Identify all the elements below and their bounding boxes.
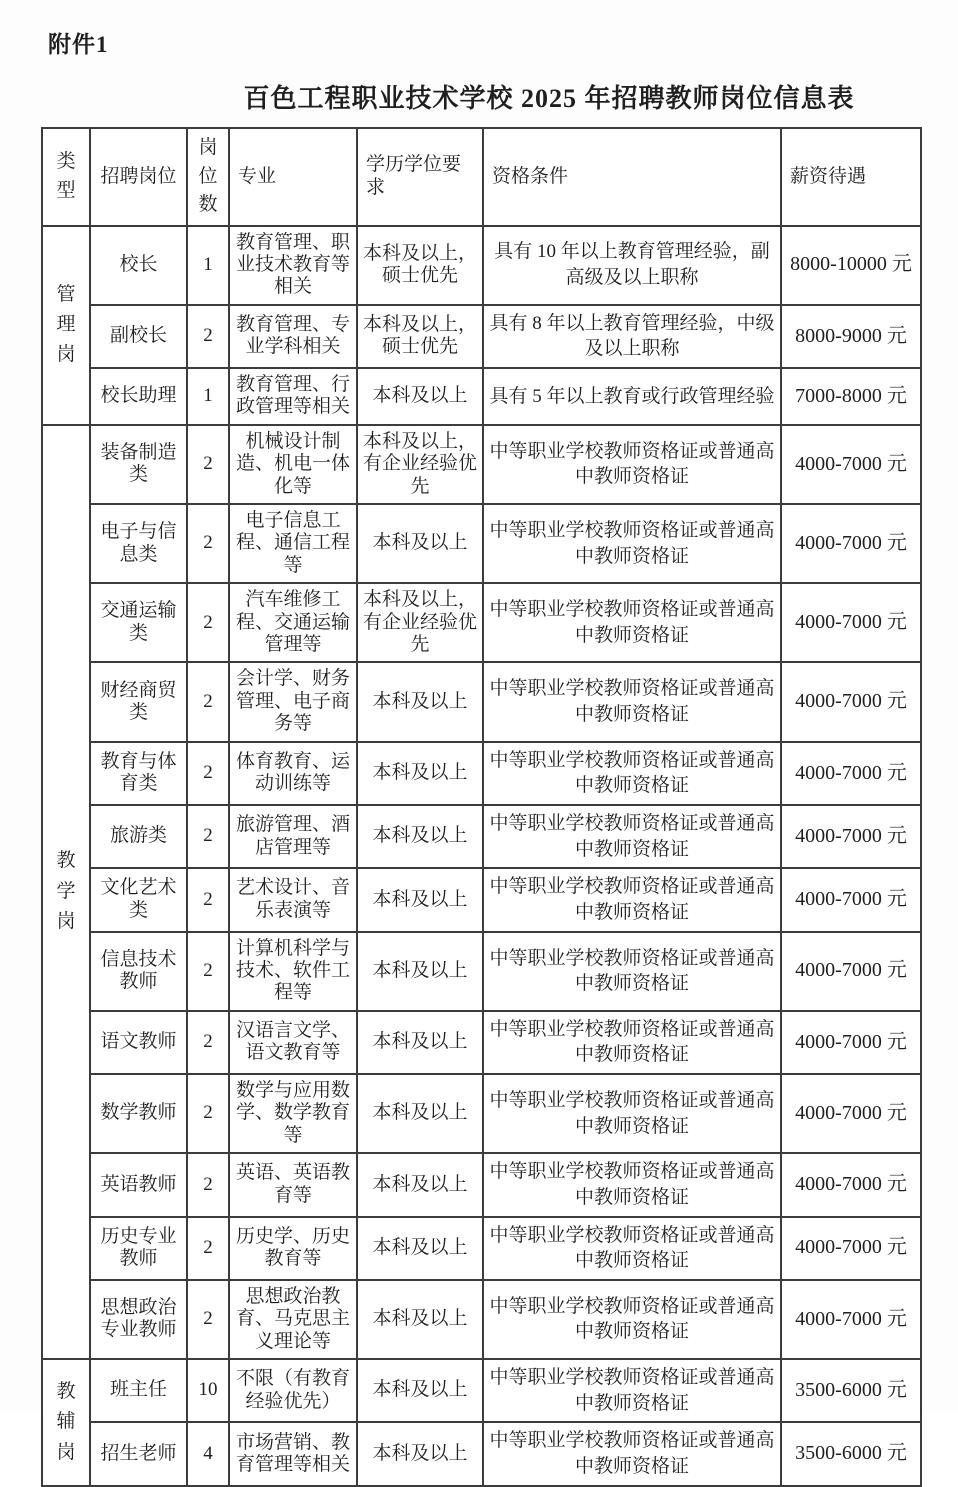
cell-position: 校长 bbox=[90, 226, 187, 305]
cell-qualification: 中等职业学校教师资格证或普通高中教师资格证 bbox=[483, 1011, 781, 1074]
cell-major: 会计学、财务管理、电子商务等 bbox=[229, 662, 357, 741]
header-major: 专业 bbox=[229, 128, 357, 226]
job-table bbox=[41, 127, 922, 1487]
cell-major: 旅游管理、酒店管理等 bbox=[229, 805, 357, 868]
table-row bbox=[42, 1153, 921, 1216]
cell-major: 历史学、历史教育等 bbox=[229, 1217, 357, 1280]
cell-count: 2 bbox=[187, 305, 229, 368]
cell-major: 英语、英语教育等 bbox=[229, 1153, 357, 1216]
cell-qualification: 中等职业学校教师资格证或普通高中教师资格证 bbox=[483, 1153, 781, 1216]
cell-education: 本科及以上 bbox=[357, 1280, 483, 1359]
cell-education: 本科及以上，硕士优先 bbox=[357, 305, 483, 368]
table-row bbox=[42, 226, 921, 305]
cell-salary: 3500-6000 元 bbox=[781, 1422, 921, 1485]
cell-education: 本科及以上 bbox=[357, 742, 483, 805]
cell-position: 信息技术教师 bbox=[90, 932, 187, 1011]
cell-salary: 4000-7000 元 bbox=[781, 662, 921, 741]
table-body bbox=[42, 226, 921, 1486]
cell-salary: 4000-7000 元 bbox=[781, 805, 921, 868]
table-row bbox=[42, 504, 921, 583]
cell-count: 10 bbox=[187, 1359, 229, 1422]
cell-major: 电子信息工程、通信工程等 bbox=[229, 504, 357, 583]
cell-position: 教育与体育类 bbox=[90, 742, 187, 805]
cell-count: 2 bbox=[187, 662, 229, 741]
category-cell bbox=[42, 1359, 90, 1486]
page-title: 百色工程职业技术学校 2025 年招聘教师岗位信息表 bbox=[243, 84, 855, 113]
cell-position: 财经商贸类 bbox=[90, 662, 187, 741]
table-row bbox=[42, 742, 921, 805]
cell-count: 2 bbox=[187, 1280, 229, 1359]
cell-major: 艺术设计、音乐表演等 bbox=[229, 868, 357, 931]
cell-education: 本科及以上 bbox=[357, 1422, 483, 1485]
cell-qualification: 具有 8 年以上教育管理经验，中级及以上职称 bbox=[483, 305, 781, 368]
cell-count: 2 bbox=[187, 1217, 229, 1280]
cell-qualification: 中等职业学校教师资格证或普通高中教师资格证 bbox=[483, 742, 781, 805]
cell-position: 文化艺术类 bbox=[90, 868, 187, 931]
cell-salary: 4000-7000 元 bbox=[781, 1011, 921, 1074]
cell-education: 本科及以上 bbox=[357, 1153, 483, 1216]
category-cell bbox=[42, 226, 90, 425]
cell-major: 机械设计制造、机电一体化等 bbox=[229, 425, 357, 504]
header-qualification: 资格条件 bbox=[483, 128, 781, 226]
category-label: 教辅岗 bbox=[56, 1380, 76, 1463]
table-header-row bbox=[42, 128, 921, 226]
cell-position: 语文教师 bbox=[90, 1011, 187, 1074]
cell-education: 本科及以上 bbox=[357, 932, 483, 1011]
header-type-label: 类型 bbox=[56, 151, 76, 201]
table-row bbox=[42, 425, 921, 504]
cell-position: 班主任 bbox=[90, 1359, 187, 1422]
cell-salary: 4000-7000 元 bbox=[781, 742, 921, 805]
cell-salary: 4000-7000 元 bbox=[781, 932, 921, 1011]
header-count-label: 岗位数 bbox=[198, 137, 218, 215]
cell-salary: 4000-7000 元 bbox=[781, 583, 921, 662]
cell-education: 本科及以上 bbox=[357, 1074, 483, 1153]
table-row bbox=[42, 662, 921, 741]
header-salary: 薪资待遇 bbox=[781, 128, 921, 226]
cell-count: 1 bbox=[187, 226, 229, 305]
cell-education: 本科及以上，有企业经验优先 bbox=[357, 425, 483, 504]
table-row bbox=[42, 805, 921, 868]
cell-position: 数学教师 bbox=[90, 1074, 187, 1153]
category-label: 教学岗 bbox=[56, 850, 76, 933]
cell-qualification: 中等职业学校教师资格证或普通高中教师资格证 bbox=[483, 1422, 781, 1485]
cell-qualification: 具有 5 年以上教育或行政管理经验 bbox=[483, 368, 781, 425]
cell-position: 思想政治专业教师 bbox=[90, 1280, 187, 1359]
cell-qualification: 中等职业学校教师资格证或普通高中教师资格证 bbox=[483, 662, 781, 741]
cell-major: 体育教育、运动训练等 bbox=[229, 742, 357, 805]
cell-major: 汉语言文学、语文教育等 bbox=[229, 1011, 357, 1074]
cell-count: 2 bbox=[187, 742, 229, 805]
cell-education: 本科及以上 bbox=[357, 1217, 483, 1280]
cell-position: 校长助理 bbox=[90, 368, 187, 425]
cell-qualification: 中等职业学校教师资格证或普通高中教师资格证 bbox=[483, 504, 781, 583]
cell-count: 2 bbox=[187, 868, 229, 931]
cell-count: 2 bbox=[187, 1011, 229, 1074]
cell-position: 招生老师 bbox=[90, 1422, 187, 1485]
cell-major: 思想政治教育、马克思主义理论等 bbox=[229, 1280, 357, 1359]
cell-education: 本科及以上 bbox=[357, 662, 483, 741]
cell-education: 本科及以上，有企业经验优先 bbox=[357, 583, 483, 662]
cell-education: 本科及以上，硕士优先 bbox=[357, 226, 483, 305]
cell-major: 不限（有教育经验优先） bbox=[229, 1359, 357, 1422]
table-row bbox=[42, 368, 921, 425]
cell-education: 本科及以上 bbox=[357, 1359, 483, 1422]
cell-position: 交通运输类 bbox=[90, 583, 187, 662]
cell-major: 教育管理、专业学科相关 bbox=[229, 305, 357, 368]
table-row bbox=[42, 583, 921, 662]
cell-salary: 7000-8000 元 bbox=[781, 368, 921, 425]
header-position: 招聘岗位 bbox=[90, 128, 187, 226]
cell-qualification: 中等职业学校教师资格证或普通高中教师资格证 bbox=[483, 425, 781, 504]
category-cell bbox=[42, 425, 90, 1359]
cell-position: 英语教师 bbox=[90, 1153, 187, 1216]
table-row bbox=[42, 1422, 921, 1485]
cell-qualification: 中等职业学校教师资格证或普通高中教师资格证 bbox=[483, 1280, 781, 1359]
cell-qualification: 中等职业学校教师资格证或普通高中教师资格证 bbox=[483, 1074, 781, 1153]
cell-salary: 8000-9000 元 bbox=[781, 305, 921, 368]
table-row bbox=[42, 305, 921, 368]
cell-position: 旅游类 bbox=[90, 805, 187, 868]
cell-education: 本科及以上 bbox=[357, 504, 483, 583]
cell-education: 本科及以上 bbox=[357, 868, 483, 931]
cell-qualification: 具有 10 年以上教育管理经验，副高级及以上职称 bbox=[483, 226, 781, 305]
cell-salary: 4000-7000 元 bbox=[781, 425, 921, 504]
cell-count: 2 bbox=[187, 1153, 229, 1216]
cell-position: 历史专业教师 bbox=[90, 1217, 187, 1280]
header-count bbox=[187, 128, 229, 226]
cell-salary: 4000-7000 元 bbox=[781, 868, 921, 931]
cell-major: 计算机科学与技术、软件工程等 bbox=[229, 932, 357, 1011]
cell-salary: 8000-10000 元 bbox=[781, 226, 921, 305]
table-row bbox=[42, 1011, 921, 1074]
table-row bbox=[42, 1217, 921, 1280]
cell-qualification: 中等职业学校教师资格证或普通高中教师资格证 bbox=[483, 1217, 781, 1280]
cell-salary: 3500-6000 元 bbox=[781, 1359, 921, 1422]
cell-education: 本科及以上 bbox=[357, 805, 483, 868]
header-education: 学历学位要求 bbox=[357, 128, 483, 226]
cell-count: 1 bbox=[187, 368, 229, 425]
cell-major: 市场营销、教育管理等相关 bbox=[229, 1422, 357, 1485]
cell-qualification: 中等职业学校教师资格证或普通高中教师资格证 bbox=[483, 932, 781, 1011]
cell-salary: 4000-7000 元 bbox=[781, 1217, 921, 1280]
cell-salary: 4000-7000 元 bbox=[781, 1153, 921, 1216]
cell-education: 本科及以上 bbox=[357, 368, 483, 425]
cell-position: 装备制造类 bbox=[90, 425, 187, 504]
cell-qualification: 中等职业学校教师资格证或普通高中教师资格证 bbox=[483, 868, 781, 931]
cell-count: 4 bbox=[187, 1422, 229, 1485]
category-label: 管理岗 bbox=[56, 283, 76, 366]
cell-count: 2 bbox=[187, 583, 229, 662]
cell-count: 2 bbox=[187, 1074, 229, 1153]
cell-salary: 4000-7000 元 bbox=[781, 1074, 921, 1153]
cell-count: 2 bbox=[187, 805, 229, 868]
cell-qualification: 中等职业学校教师资格证或普通高中教师资格证 bbox=[483, 583, 781, 662]
table-row bbox=[42, 932, 921, 1011]
table-row bbox=[42, 868, 921, 931]
cell-major: 教育管理、行政管理等相关 bbox=[229, 368, 357, 425]
cell-major: 汽车维修工程、交通运输管理等 bbox=[229, 583, 357, 662]
cell-salary: 4000-7000 元 bbox=[781, 504, 921, 583]
table-row bbox=[42, 1074, 921, 1153]
header-type bbox=[42, 128, 90, 226]
cell-count: 2 bbox=[187, 504, 229, 583]
cell-qualification: 中等职业学校教师资格证或普通高中教师资格证 bbox=[483, 1359, 781, 1422]
cell-salary: 4000-7000 元 bbox=[781, 1280, 921, 1359]
cell-count: 2 bbox=[187, 425, 229, 504]
table-row bbox=[42, 1280, 921, 1359]
cell-position: 电子与信息类 bbox=[90, 504, 187, 583]
cell-education: 本科及以上 bbox=[357, 1011, 483, 1074]
cell-major: 教育管理、职业技术教育等相关 bbox=[229, 226, 357, 305]
cell-qualification: 中等职业学校教师资格证或普通高中教师资格证 bbox=[483, 805, 781, 868]
cell-count: 2 bbox=[187, 932, 229, 1011]
cell-major: 数学与应用数学、数学教育等 bbox=[229, 1074, 357, 1153]
cell-position: 副校长 bbox=[90, 305, 187, 368]
attachment-label: 附件1 bbox=[48, 32, 109, 57]
